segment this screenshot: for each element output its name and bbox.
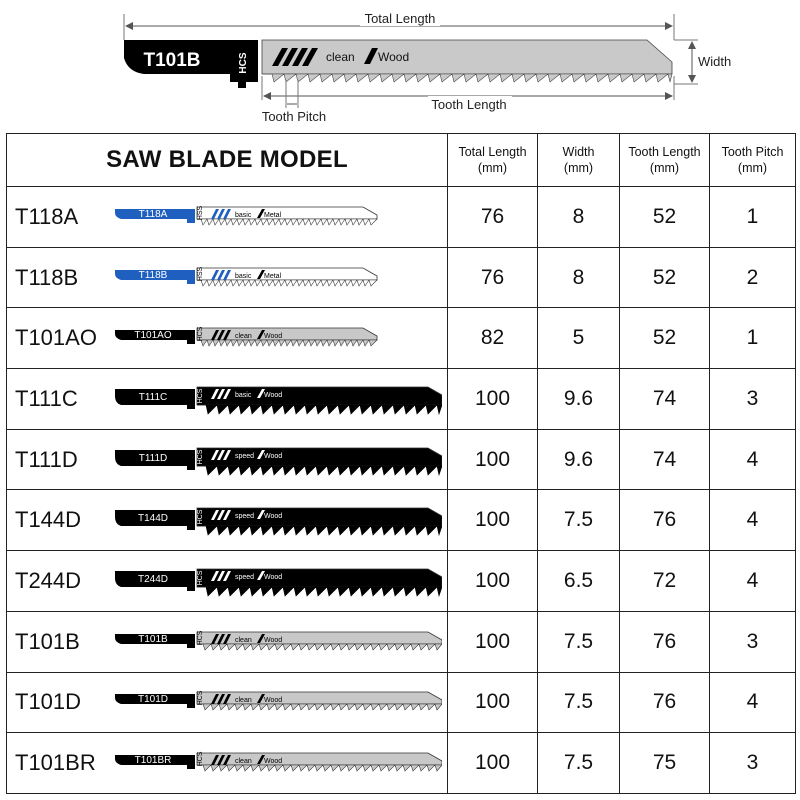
width-value: 7.5 (538, 733, 620, 794)
blade-image (107, 624, 442, 660)
width-value: 7.5 (538, 672, 620, 733)
header-model: SAW BLADE MODEL (7, 134, 448, 187)
table-header-row (7, 134, 796, 187)
blade-body (197, 692, 442, 704)
brand-suffix: Wood (264, 333, 283, 341)
tooth-length-value: 76 (620, 490, 710, 551)
model-name: T101AO (15, 325, 97, 351)
table-row (7, 429, 796, 490)
brand-prefix: clean (235, 758, 252, 766)
model-cell (7, 247, 448, 308)
tooth-length-value: 52 (620, 187, 710, 248)
header-width (538, 134, 620, 187)
blade-teeth (197, 526, 442, 535)
tooth-pitch-value: 4 (710, 551, 796, 612)
blade-image (107, 502, 442, 538)
brand-suffix: Metal (264, 211, 282, 219)
brand-prefix: clean (235, 333, 252, 341)
table-row (7, 308, 796, 369)
brand-prefix: clean (235, 636, 252, 644)
header-total-length-title: Total Length (458, 145, 527, 159)
tooth-length-value: 75 (620, 733, 710, 794)
model-name: T111D (15, 446, 78, 472)
tooth-pitch-value: 4 (710, 672, 796, 733)
model-name: T118A (15, 203, 79, 229)
model-name: T244D (15, 567, 82, 593)
brand-suffix: Wood (264, 758, 283, 766)
brand-prefix: basic (235, 391, 252, 399)
model-cell (7, 308, 448, 369)
header-tooth-length-title: Tooth Length (628, 145, 701, 159)
blade-image (107, 442, 442, 478)
blade-shank-label: T111D (138, 452, 168, 464)
blade-teeth (197, 644, 442, 650)
total-length-label: Total Length (364, 11, 436, 26)
brand-suffix: Wood (264, 697, 283, 705)
blade-material-label: HCS (197, 449, 204, 464)
blade-material-label: HCS (197, 630, 204, 646)
tooth-length-label: Tooth Length (431, 97, 507, 112)
brand-suffix: Wood (264, 636, 283, 644)
brand-prefix: basic (235, 272, 252, 280)
diagram-material-label: HCS (238, 52, 249, 74)
model-cell (7, 611, 448, 672)
header-tooth-pitch-unit: (mm) (737, 161, 768, 175)
header-width-title: Width (562, 145, 595, 159)
width-value: 7.5 (538, 611, 620, 672)
header-total-length-unit: (mm) (477, 161, 508, 175)
blade-body (197, 753, 442, 765)
total-length-value: 100 (448, 429, 538, 490)
total-length-value: 76 (448, 247, 538, 308)
tooth-length-value: 52 (620, 247, 710, 308)
tooth-pitch-value: 4 (710, 429, 796, 490)
tooth-pitch-value: 2 (710, 247, 796, 308)
blade-material-label: HCS (197, 326, 204, 342)
blade-shank-label: T101AO (134, 330, 172, 342)
header-tooth-length (620, 134, 710, 187)
table-row (7, 611, 796, 672)
width-label: Width (698, 54, 732, 69)
blade-image (107, 745, 442, 781)
diagram-brand-suffix: Wood (378, 50, 410, 64)
model-cell (7, 733, 448, 794)
blade-material-label: HCS (197, 509, 204, 525)
width-value: 9.6 (538, 429, 620, 490)
header-total-length (448, 134, 538, 187)
tooth-pitch-label: Tooth Pitch (261, 109, 327, 124)
blade-image (107, 381, 442, 417)
table-row (7, 490, 796, 551)
tooth-length-value: 52 (620, 308, 710, 369)
model-cell (7, 429, 448, 490)
blade-shank-label: T101B (138, 633, 168, 645)
blade-body (197, 387, 442, 405)
table-row (7, 247, 796, 308)
blade-shank-label: T118A (138, 208, 168, 220)
blade-teeth (197, 340, 377, 346)
brand-suffix: Wood (264, 452, 283, 460)
blade-shank-label: T101D (137, 694, 169, 706)
tooth-pitch-value: 3 (710, 733, 796, 794)
width-value: 6.5 (538, 551, 620, 612)
brand-prefix: basic (235, 211, 252, 219)
brand-suffix: Metal (264, 272, 282, 280)
model-name: T101B (15, 628, 80, 654)
blade-teeth (197, 765, 442, 771)
header-width-unit: (mm) (563, 161, 594, 175)
brand-prefix: speed (235, 452, 255, 460)
width-value: 8 (538, 187, 620, 248)
blade-image (107, 320, 442, 356)
total-length-value: 100 (448, 611, 538, 672)
model-name: T118B (15, 264, 79, 290)
header-tooth-pitch-title: Tooth Pitch (721, 145, 784, 159)
blade-shank-label: T144D (137, 513, 169, 525)
model-cell (7, 551, 448, 612)
blade-image (107, 260, 442, 296)
tooth-pitch-value: 3 (710, 611, 796, 672)
blade-teeth (197, 466, 442, 475)
brand-prefix: speed (235, 513, 255, 521)
model-name: T101BR (15, 750, 96, 776)
blade-image (107, 684, 442, 720)
brand-suffix: Wood (264, 573, 283, 581)
total-length-value: 100 (448, 551, 538, 612)
table-row (7, 551, 796, 612)
brand-prefix: clean (235, 697, 252, 705)
tooth-pitch-value: 1 (710, 187, 796, 248)
blade-image (107, 563, 442, 599)
model-cell (7, 672, 448, 733)
header-tooth-pitch (710, 134, 796, 187)
tooth-pitch-value: 4 (710, 490, 796, 551)
model-name: T111C (15, 385, 78, 411)
total-length-value: 100 (448, 490, 538, 551)
blade-teeth (197, 219, 377, 225)
model-name: T101D (15, 689, 82, 715)
brand-suffix: Wood (264, 513, 283, 521)
tooth-length-value: 76 (620, 611, 710, 672)
saw-blade-spec-table (6, 133, 796, 794)
header-tooth-length-unit: (mm) (649, 161, 680, 175)
tooth-pitch-value: 1 (710, 308, 796, 369)
blade-shank-label: T244D (137, 573, 169, 585)
tooth-pitch-value: 3 (710, 369, 796, 430)
table-row (7, 369, 796, 430)
blade-material-label: HCS (197, 690, 204, 706)
tooth-length-value: 74 (620, 429, 710, 490)
diagram-brand-prefix: clean (326, 50, 355, 64)
model-cell (7, 369, 448, 430)
blade-material-label: HSS (197, 205, 204, 221)
model-cell (7, 187, 448, 248)
total-length-value: 100 (448, 672, 538, 733)
blade-material-label: HCS (197, 751, 204, 767)
total-length-value: 82 (448, 308, 538, 369)
width-value: 7.5 (538, 490, 620, 551)
total-length-value: 76 (448, 187, 538, 248)
width-value: 9.6 (538, 369, 620, 430)
brand-suffix: Wood (264, 391, 283, 399)
blade-image (107, 199, 442, 235)
blade-shank-label: T111C (138, 391, 168, 403)
table-row (7, 672, 796, 733)
total-length-value: 100 (448, 369, 538, 430)
blade-teeth (197, 280, 377, 286)
blade-shank-label: T118B (138, 269, 168, 281)
blade-body (197, 448, 442, 466)
tooth-length-value: 76 (620, 672, 710, 733)
diagram-blade-label: T101B (143, 50, 201, 71)
diagram-blade-teeth (262, 74, 672, 82)
width-value: 5 (538, 308, 620, 369)
model-name: T144D (15, 507, 82, 533)
blade-teeth (197, 405, 442, 414)
tooth-length-value: 72 (620, 551, 710, 612)
total-length-value: 100 (448, 733, 538, 794)
blade-material-label: HCS (197, 570, 204, 586)
width-value: 8 (538, 247, 620, 308)
diagram-tooth-profile (262, 74, 672, 82)
blade-body (197, 569, 442, 587)
brand-prefix: speed (235, 573, 255, 581)
tooth-length-value: 74 (620, 369, 710, 430)
table-row (7, 733, 796, 794)
blade-teeth (197, 704, 442, 710)
blade-body (197, 508, 442, 526)
model-cell (7, 490, 448, 551)
blade-shank-label: T101BR (134, 755, 172, 767)
diagram-blade-body (262, 40, 672, 74)
blade-material-label: HCS (197, 388, 204, 404)
blade-material-label: HSS (197, 266, 204, 281)
table-row (7, 187, 796, 248)
blade-dimension-diagram (0, 0, 800, 130)
blade-body (197, 632, 442, 644)
blade-teeth (197, 587, 442, 596)
